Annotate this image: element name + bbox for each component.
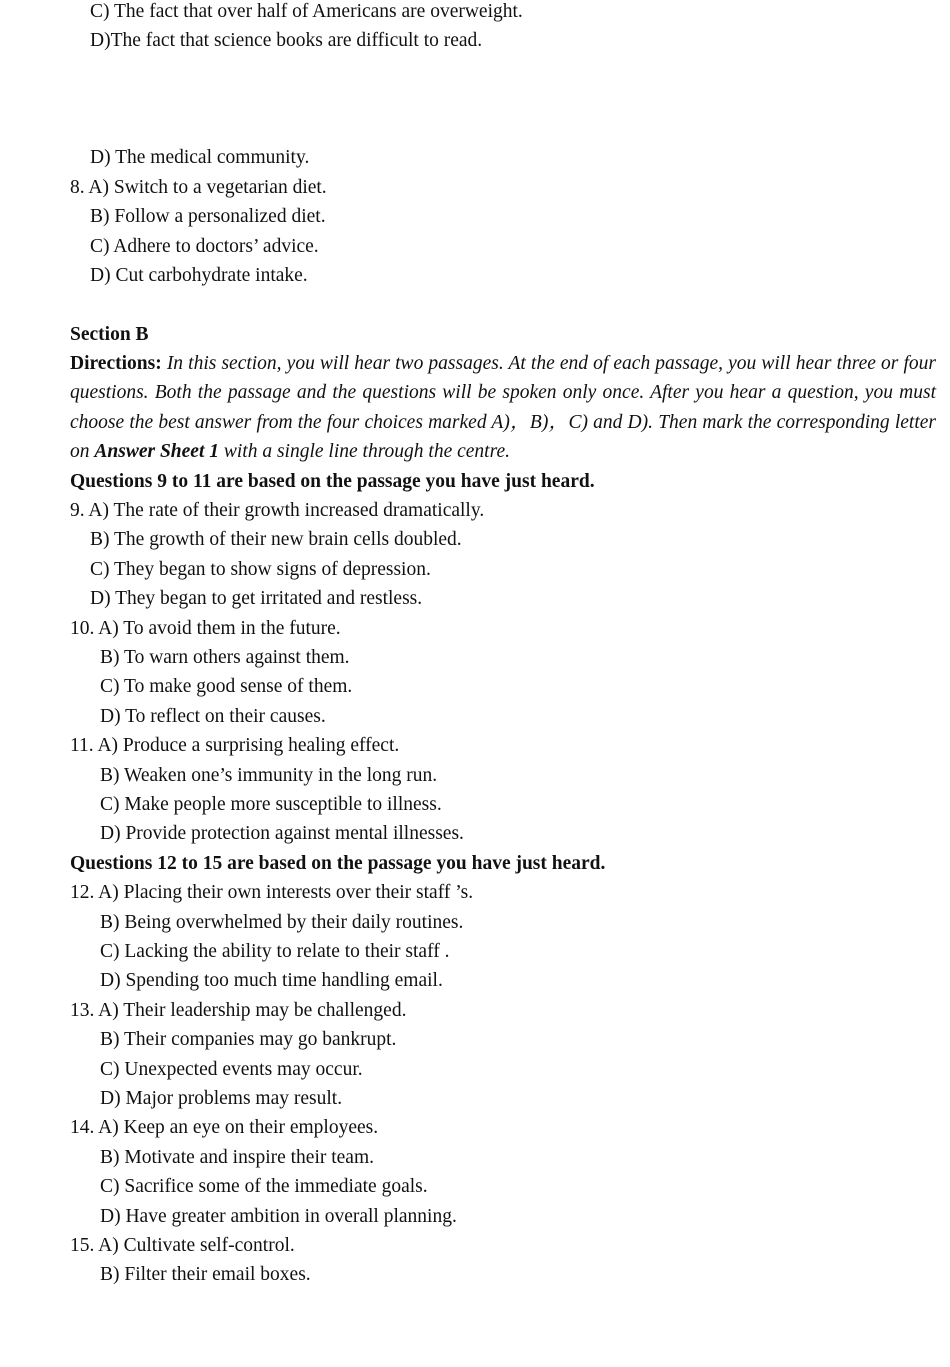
question-14-option-c: C) Sacrifice some of the immediate goals.: [100, 1176, 428, 1197]
question-12-option-d: D) Spending too much time handling email.: [100, 970, 443, 991]
question-10-option-c: C) To make good sense of them.: [100, 676, 353, 697]
question-13-option-b: B) Their companies may go bankrupt.: [100, 1029, 397, 1050]
question-14-option-b: B) Motivate and inspire their team.: [100, 1147, 375, 1168]
question-8-stem: 8. A) Switch to a vegetarian diet.: [70, 177, 327, 198]
question-13-option-d: D) Major problems may result.: [100, 1088, 343, 1109]
question-15-option-b: B) Filter their email boxes.: [100, 1264, 311, 1285]
section-b-title: Section B: [70, 324, 149, 345]
question-9-option-d: D) They began to get irritated and restless.: [90, 588, 423, 609]
directions-text-end: with a single line through the centre.: [218, 441, 510, 463]
question-12-option-c: C) Lacking the ability to relate to their staff .: [100, 941, 450, 962]
question-13-stem: 13. A) Their leadership may be challenged.: [70, 1000, 407, 1021]
question-9-stem: 9. A) The rate of their growth increased dramatically.: [70, 500, 485, 521]
directions-text: In this section, you will hear two passages. At the end of each passage, you will hear three or four questions. Both the passage and the questions will be spoken only once. After you hear a question, you must choose the best answer from the four choices marked A)，B)，C) and D). Then mark the corresponding letter on: [70, 353, 937, 463]
question-12-option-b: B) Being overwhelmed by their daily routines.: [100, 912, 464, 933]
question-11-option-d: D) Provide protection against mental illnesses.: [100, 823, 464, 844]
question-8-option-c: C) Adhere to doctors’ advice.: [90, 236, 319, 257]
question-11-option-b: B) Weaken one’s immunity in the long run.: [100, 765, 438, 786]
option-d-prev: D)The fact that science books are difficult to read.: [90, 30, 483, 51]
question-14-stem: 14. A) Keep an eye on their employees.: [70, 1117, 379, 1138]
question-8-option-b: B) Follow a personalized diet.: [90, 206, 326, 227]
question-9-option-b: B) The growth of their new brain cells doubled.: [90, 529, 462, 550]
option-c-prev: C) The fact that over half of Americans are overweight.: [90, 1, 523, 22]
question-11-option-c: C) Make people more susceptible to illness.: [100, 794, 442, 815]
question-10-option-d: D) To reflect on their causes.: [100, 706, 326, 727]
question-13-option-c: C) Unexpected events may occur.: [100, 1059, 363, 1080]
question-12-stem: 12. A) Placing their own interests over their staff ’s.: [70, 882, 474, 903]
question-10-option-b: B) To warn others against them.: [100, 647, 350, 668]
question-15-stem: 15. A) Cultivate self-control.: [70, 1235, 295, 1256]
section-b-directions: [70, 349, 936, 467]
questions-9-11-heading: Questions 9 to 11 are based on the passage you have just heard.: [70, 471, 595, 492]
question-11-stem: 11. A) Produce a surprising healing effect.: [70, 735, 400, 756]
directions-label: Directions:: [70, 353, 162, 374]
question-9-option-c: C) They began to show signs of depression.: [90, 559, 431, 580]
option-d-q7: D) The medical community.: [90, 147, 310, 168]
answer-sheet-label: Answer Sheet 1: [94, 441, 219, 463]
question-14-option-d: D) Have greater ambition in overall planning.: [100, 1206, 457, 1227]
question-10-stem: 10. A) To avoid them in the future.: [70, 618, 341, 639]
questions-12-15-heading: Questions 12 to 15 are based on the passage you have just heard.: [70, 853, 606, 874]
question-8-option-d: D) Cut carbohydrate intake.: [90, 265, 308, 286]
